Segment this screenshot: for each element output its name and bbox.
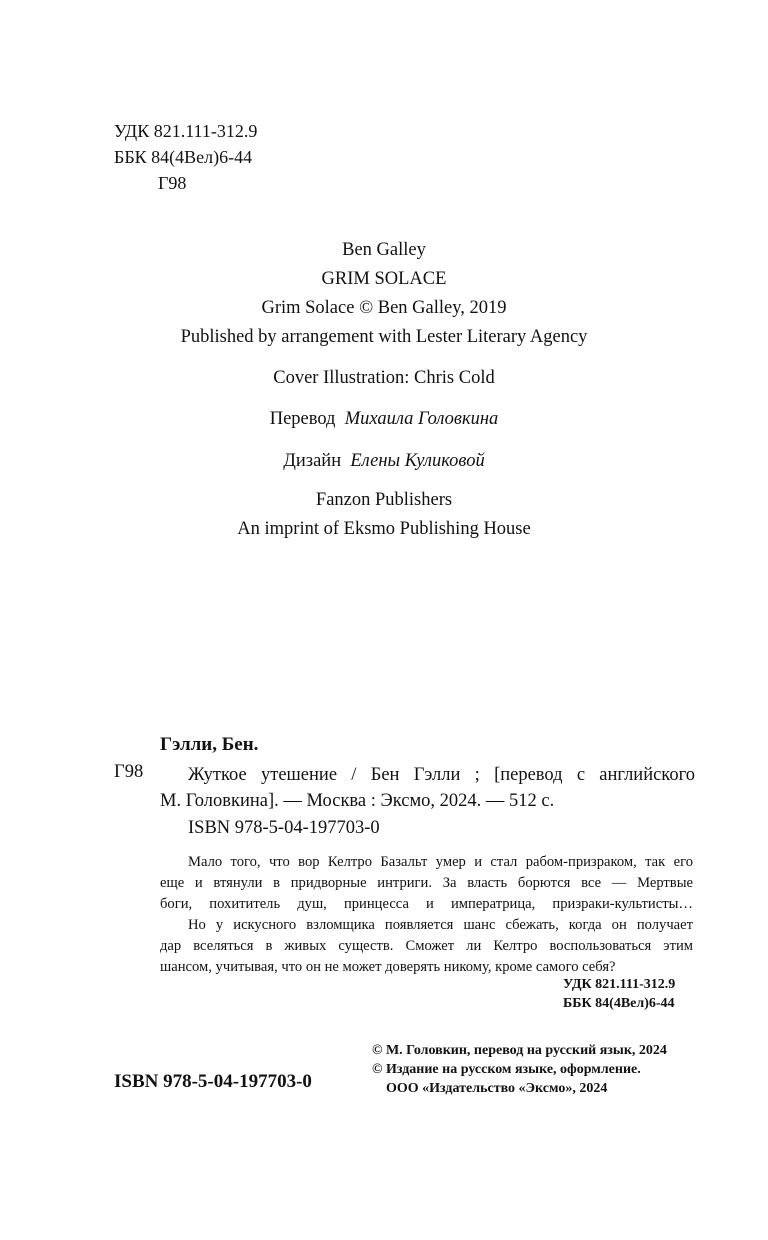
author-mark: Г98 bbox=[158, 173, 187, 193]
bibliographic-description bbox=[160, 762, 695, 814]
imprint-note: An imprint of Eksmo Publishing House bbox=[237, 519, 531, 539]
catalog-codes bbox=[563, 975, 675, 1013]
catalog-author-mark: Г98 bbox=[114, 762, 144, 782]
biblio-line-1: Жуткое утешение / Бен Гэлли ; [перевод с английского bbox=[188, 765, 695, 785]
annotation bbox=[160, 852, 693, 978]
annotation-line: дар вселяться в живых существ. Сможет ли Келтро воспользоваться этим bbox=[160, 938, 693, 954]
annotation-line: боги, похититель душ, принцесса и императрица, призраки-культисты… bbox=[160, 896, 693, 912]
bbk-code: ББК 84(4Вел)6-44 bbox=[114, 147, 253, 167]
catalog-isbn: ISBN 978-5-04-197703-0 bbox=[188, 818, 380, 838]
classification-codes bbox=[114, 118, 257, 196]
original-author: Ben Galley bbox=[342, 240, 426, 260]
cover-credit: Cover Illustration: Chris Cold bbox=[273, 368, 495, 388]
annotation-line: шансом, учитывая, что он не может доверять никому, кроме самого себя? bbox=[160, 959, 616, 975]
translator-name: Михаила Головкина bbox=[344, 409, 499, 429]
translation-credit bbox=[0, 405, 768, 434]
translation-label: Перевод bbox=[269, 409, 336, 429]
copyright-edition: © Издание на русском языке, оформление. bbox=[372, 1062, 641, 1077]
original-credits bbox=[0, 236, 768, 352]
design-credit bbox=[0, 447, 768, 476]
annotation-line: еще и втянули в придворные интриги. За власть борются все — Мертвые bbox=[160, 875, 693, 891]
catalog-udk: УДК 821.111-312.9 bbox=[563, 977, 676, 992]
original-title: GRIM SOLACE bbox=[321, 269, 447, 289]
biblio-line-2: М. Головкина]. — Москва : Эксмо, 2024. — 512 с. bbox=[160, 791, 555, 811]
design-label: Дизайн bbox=[283, 451, 342, 471]
annotation-line: Но у искусного взломщика появляется шанс сбежать, когда он получает bbox=[188, 917, 693, 933]
designer-name: Елены Куликовой bbox=[350, 451, 485, 471]
copyright-publisher: ООО «Издательство «Эксмо», 2024 bbox=[386, 1081, 608, 1096]
copyright-translation: © М. Головкин, перевод на русский язык, 2024 bbox=[372, 1043, 667, 1058]
publisher-credit bbox=[0, 486, 768, 544]
udk-code: УДК 821.111-312.9 bbox=[114, 121, 258, 141]
arrangement-note: Published by arrangement with Lester Literary Agency bbox=[180, 327, 588, 347]
copyright-notices bbox=[372, 1041, 667, 1098]
original-copyright: Grim Solace © Ben Galley, 2019 bbox=[261, 298, 507, 318]
catalog-author-heading: Гэлли, Бен. bbox=[160, 734, 259, 755]
catalog-bbk: ББК 84(4Вел)6-44 bbox=[563, 996, 675, 1011]
annotation-line: Мало того, что вор Келтро Базальт умер и стал рабом-призраком, так его bbox=[188, 854, 693, 870]
publisher-name: Fanzon Publishers bbox=[315, 490, 453, 510]
footer-isbn: ISBN 978-5-04-197703-0 bbox=[114, 1071, 312, 1092]
